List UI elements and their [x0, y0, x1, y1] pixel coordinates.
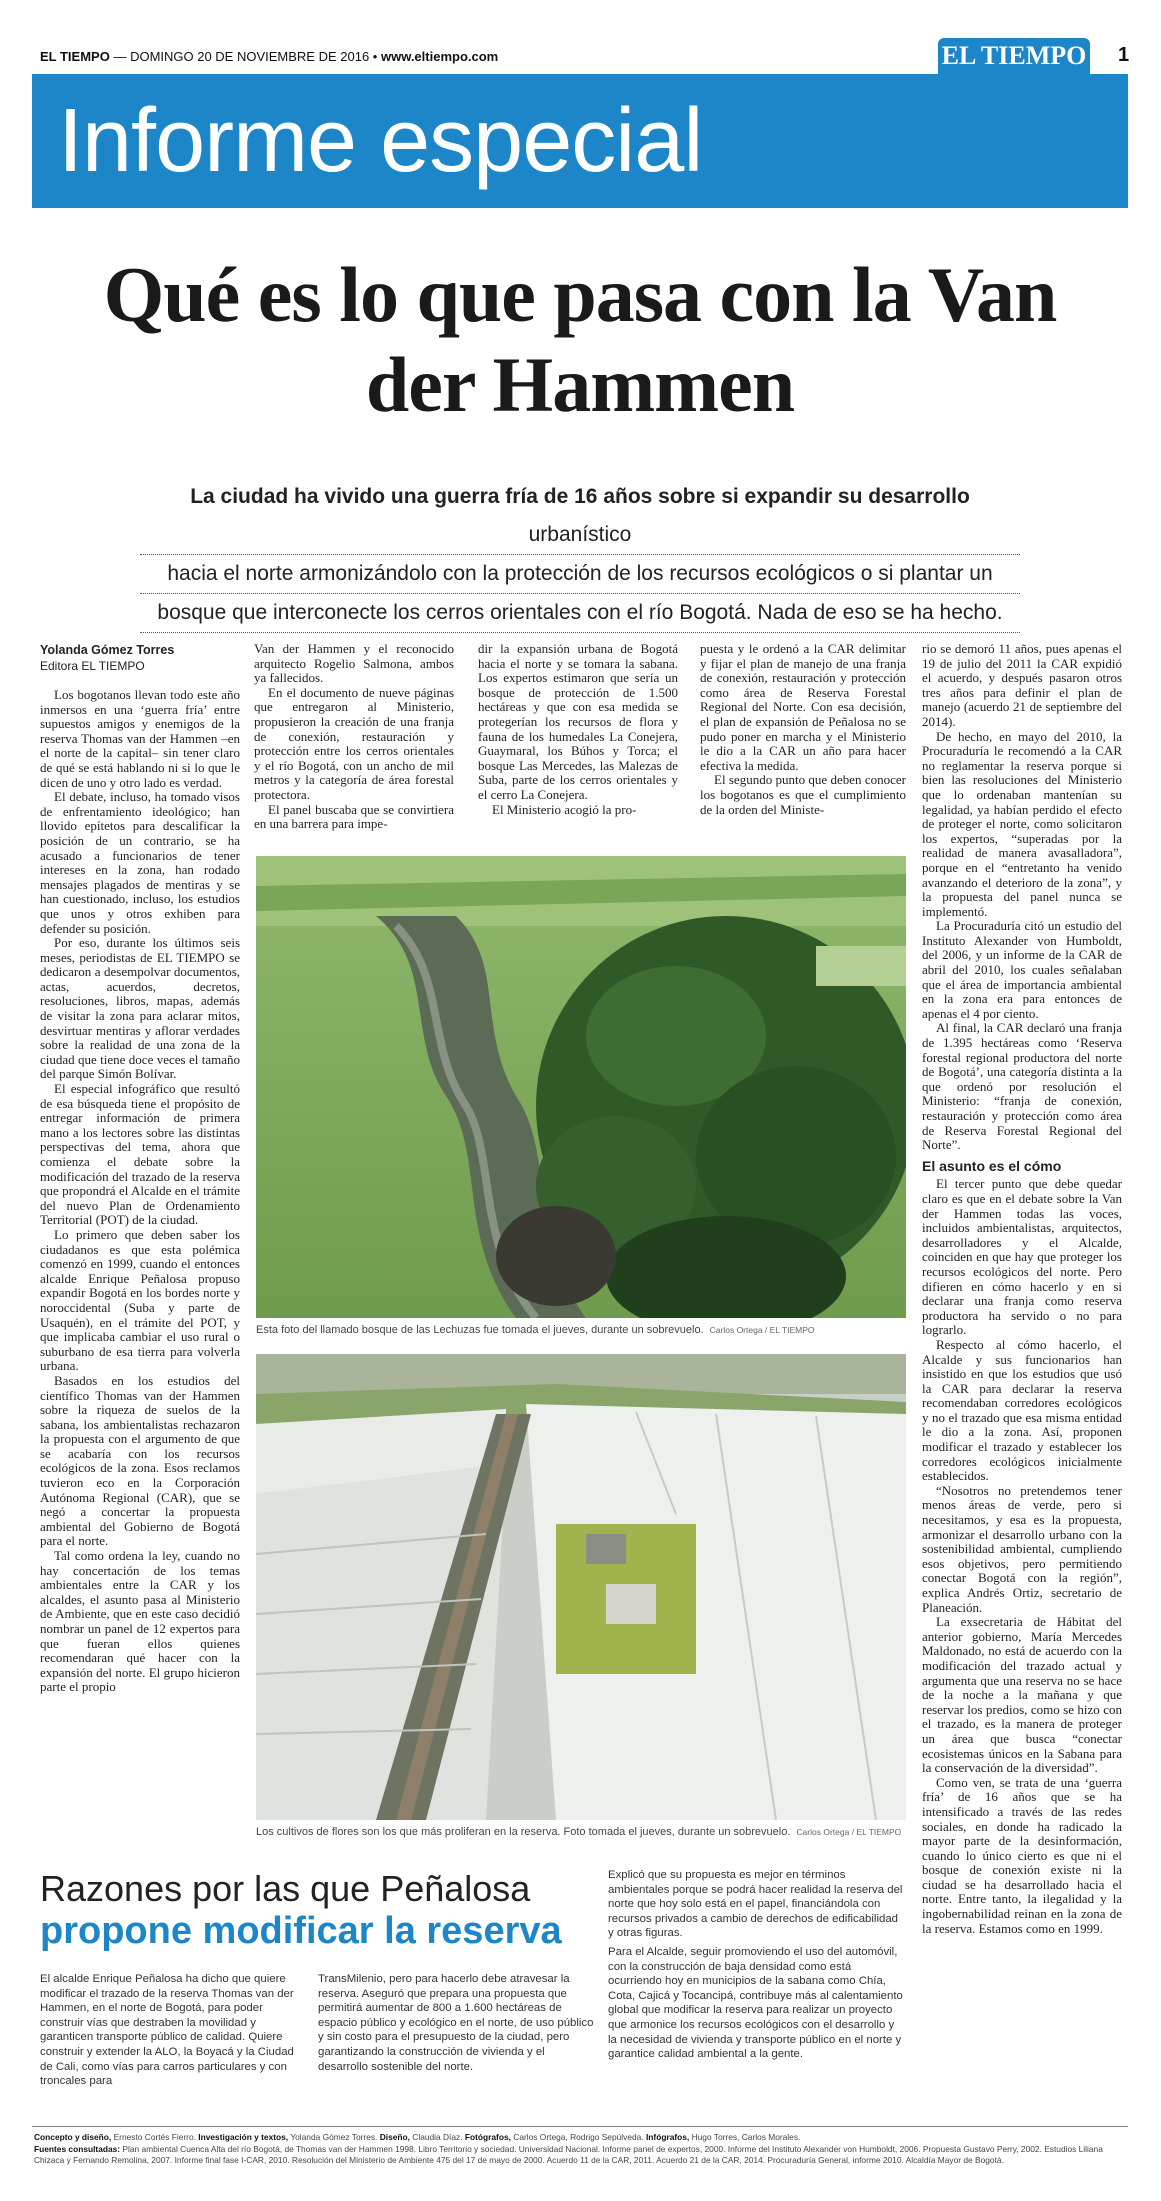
paragraph: Van der Hammen y el reconocido arquitecto Rogelio Salmona, ambos ya fallecidos. — [254, 641, 454, 686]
razones-paragraph: El alcalde Enrique Peñalosa ha dicho que quiere modificar el trazado de la reserva Thomas van der Hammen, en el norte de Bogotá, para poder construir vías que destraben la movilidad y garanticen transporte público de calidad. Quiere construir y extender la ALO, la Boyacá y la Ciudad de Cali, como vías para carros particulares y con troncales para — [40, 1973, 294, 2088]
credit-label: Concepto y diseño, — [34, 2132, 112, 2142]
paragraph: El especial infográfico que resultó de esa búsqueda tiene el propósito de entregar información de primera mano a los lectores sobre las distintas perspectivas del tema, ahora que comienza el debate sobre la modificación del trazado de la reserva que propondrá el Alcalde en el trámite del nuevo Plan de Ordenamiento Territorial (POT) de la ciudad. — [40, 1081, 240, 1228]
credit-value: Yolanda Gómez Torres. — [290, 2132, 378, 2142]
razones-paragraph: Explicó que su propuesta es mejor en términos ambientales porque se podrá hacer realidad la reserva del norte que hoy solo está en el papel, financiándola con recursos privados a cambio de derechos de edificabilidad y otras figuras. — [608, 1869, 903, 1940]
razones-subtitle: propone modificar la reserva — [40, 1910, 562, 1952]
credit-label: Fotógrafos, — [464, 2132, 511, 2142]
paragraph: Por eso, durante los últimos seis meses, periodistas de EL TIEMPO se dedicaron a desempolvar documentos, actas, acuerdos, decretos, resoluciones, libros, mapas, además de visitar la zona para aclarar mitos, desvirtuar mentiras y aflorar verdades sobre la realidad de una zona de la ciudad que tiene doce veces el tamaño del parque Simón Bolívar. — [40, 935, 240, 1082]
photo-2-credit: Carlos Ortega / EL TIEMPO — [796, 1827, 902, 1837]
paragraph: “Nosotros no pretendemos tener menos áreas de verde, pero si necesitamos, y esa es la propuesta, armonizar el desarrollo urbano con la sostenibilidad ambiental, cumpliendo esos objetivos, pero permitiendo conectar Bogotá con la región”, explica Andrés Ortiz, secretario de Planeación. — [922, 1482, 1122, 1615]
paragraph: Tal como ordena la ley, cuando no hay concertación de los temas ambientales entre la CAR y los alcaldes, el asunto pasa al Ministerio de Ambiente, que en este caso decidió nombrar un panel de 12 expertos para que fueran ellos quienes recomendaran qué hacer con la expansión del norte. El grupo hicieron parte el propio — [40, 1548, 240, 1695]
paragraph: El panel buscaba que se convirtiera en una barrera para impe- — [254, 801, 454, 832]
razones-column-3 — [608, 1868, 904, 2066]
forest-photo-image — [256, 856, 906, 1318]
paragraph: Los bogotanos llevan todo este año inmersos en una ‘guerra fría’ entre supuestos amigos y enemigos de la reserva Thomas van der Hammen –en el norte de la capital– sin tener claro de qué se está hablando ni si lo que le dicen de uno y otro lado es verdad. — [40, 687, 240, 790]
razones-paragraph: Para el Alcalde, seguir promoviendo el uso del automóvil, con la construcción de baja densidad como está ocurriendo hoy en municipios de la sabana como Chía, Cota, Cajicá y Tocancipá, contribuye más al calentamiento global que modificar la reserva para realizar un proyecto que armonice los recursos ecológicos con el desarrollo y la necesidad de vivienda y transporte público en el norte y garantice calidad ambiental a la gente. — [608, 1945, 903, 2061]
article-column-5 — [922, 642, 1122, 1936]
paper-name: EL TIEMPO — [40, 49, 110, 64]
photo-2-caption-text: Los cultivos de flores son los que más proliferan en la reserva. Foto tomada el jueves, durante un sobrevuelo. — [256, 1826, 791, 1838]
photo-1-caption — [256, 1324, 815, 1336]
paragraph: Como ven, se trata de una ‘guerra fría’ de 16 años que se ha intensificado a través de las redes sociales, en donde ha radicado la mayor parte de la desinformación, cuando lo único cierto es que ni el bosque de conexión existe ni la ciudad se ha desarrollado hacia el norte. Entre tanto, la ilegalidad y la ingobernabilidad reinan en la zona de la reserva. Estamos como en 1999. — [922, 1774, 1122, 1936]
masthead-line: EL TIEMPO — DOMINGO 20 DE NOVIEMBRE DE 2016 • www.eltiempo.com — [40, 49, 499, 64]
paragraph: Al final, la CAR declaró una franja de 1.395 hectáreas como ‘Reserva forestal regional productora del norte de Bogotá’, una categoría distinta a la que ordenó por resolución el Ministerio: “franja de conexión, restauración y protección como área de Reserva Forestal Regional del Norte”. — [922, 1020, 1122, 1153]
section-title: Informe especial — [58, 91, 703, 191]
paragraph: En el documento de nueve páginas que entregaron al Ministerio, propusieron la creación de una franja de conexión, restauración y protección entre los cerros orientales y el río Bogotá, con un ancho de mil metros y la categoría de área forestal protectora. — [254, 684, 454, 802]
deck-line-2: hacia el norte armonizándolo con la protección de los recursos ecológicos o si plantar un — [140, 555, 1020, 594]
paragraph: La Procuraduría citó un estudio del Instituto Alexander von Humboldt, del 2006, y un informe de la CAR de abril del 2010, los cuales señalaban que el área de importancia ambiental en la zona era para entonces de apenas el 4 por ciento. — [922, 918, 1122, 1021]
byline-author: Yolanda Gómez Torres — [40, 643, 175, 657]
paragraph: puesta y le ordenó a la CAR delimitar y fijar el plan de manejo de una franja de conexión, restauración y protección como área de Reserva Forestal Regional del Norte. Con esa decisión, el plan de expansión de Peñalosa no se pudo poner en marcha y el Ministerio le dio a la CAR un año para hacer efectiva la medida. — [700, 641, 906, 773]
credit-label: Diseño, — [379, 2132, 410, 2142]
photo-2-caption — [256, 1826, 901, 1838]
byline-role: Editora EL TIEMPO — [40, 659, 145, 673]
credit-value: Ernesto Cortés Fierro. — [113, 2132, 196, 2142]
site-link[interactable]: www.eltiempo.com — [380, 49, 499, 64]
article-column-1 — [40, 642, 240, 1695]
deck-bold: La ciudad ha vivido una guerra fría de 16 años sobre si expandir su desarrollo — [190, 485, 970, 508]
aerial-forest-photo — [256, 856, 906, 1318]
razones-column-1 — [40, 1972, 308, 2093]
credits — [34, 2132, 1124, 2167]
razones-title: Razones por las que Peñalosa — [40, 1868, 531, 1909]
byline — [40, 642, 240, 674]
credit-label: Investigación y textos, — [198, 2132, 289, 2142]
paragraph: El debate, incluso, ha tomado visos de enfrentamiento ideológico; han llovido epítetos para descalificar la posición de un contrario, se ha acusado a funcionarios de tener intereses en la zona, han rodado mensajes plagados de mentiras y se han cuestionado, incluso, los estudios que unos y otros exhiben para defender su posición. — [40, 789, 240, 936]
issue-date: DOMINGO 20 DE NOVIEMBRE DE 2016 — [130, 49, 370, 64]
sources-text: Plan ambiental Cuenca Alta del río Bogotá, de Thomas van der Hammen 1998. Libro Territorio y sociedad. Universidad Nacional. Informe panel de expertos, 2000. Informe del Instituto Alexander von Humboldt, 2006. Propuesta Gustavo Perry, 2002. Estudios Liliana Chizaca y Fernando Remolina, 2007. Informe final fase I-CAR, 2010. Resolución del Ministerio de Ambiente 475 del 17 de mayo de 2000. Acuerdo 11 de la CAR, 2011. Acuerdo 21 de la CAR, 2014. Procuraduría General, informe 2010. Alcaldía Mayor de Bogotá. — [34, 2143, 1103, 2165]
credits-divider — [32, 2126, 1128, 2127]
article-column-2 — [254, 642, 454, 832]
credit-value: Carlos Ortega, Rodrigo Sepúlveda. — [513, 2132, 644, 2142]
razones-column-2 — [318, 1972, 594, 2078]
credit-value: Hugo Torres, Carlos Morales. — [691, 2132, 801, 2142]
sources-label: Fuentes consultadas: — [34, 2143, 121, 2154]
deck-line-1 — [140, 478, 1020, 555]
paragraph: La exsecretaria de Hábitat del anterior gobierno, María Mercedes Maldonado, no está de acuerdo con la modificación del trazado actual y argumenta que una reserva no se hace de la noche a la mañana y que reservar los predios, como se hizo con el trazado, es la manera de proteger un área que busca “conectar ecosistemas únicos en la Sabana para la conservación de la diversidad”. — [922, 1614, 1122, 1776]
page-number: 1 — [1118, 44, 1130, 66]
photo-1-caption-text: Esta foto del llamado bosque de las Lechuzas fue tomada el jueves, durante un sobrevuelo. — [256, 1324, 704, 1336]
deck-line-3: bosque que interconecte los cerros orientales con el río Bogotá. Nada de eso se ha hecho. — [140, 594, 1020, 633]
paragraph: rio se demoró 11 años, pues apenas el 19 de julio del 2011 la CAR expidió el acuerdo, y después pasaron otros tres años para definir el plan de manejo (acuerdo 21 de septiembre del 2014). — [922, 641, 1122, 729]
headline: Qué es lo que pasa con la Van der Hammen — [103, 251, 1057, 428]
article-column-4 — [700, 642, 906, 817]
paragraph: El tercer punto que debe quedar claro es que en el debate sobre la Van der Hammen todas las voces, incluidos ambientalistas, arquitectos, desarrolladores y el Alcalde, coinciden en que hay que proteger los recursos ecológicos del norte. Pero difieren en cómo hacerlo y en si declarar una franja como reserva productora ha servido o no para lograrlo. — [922, 1176, 1122, 1338]
credit-value: Claudia Díaz. — [412, 2132, 463, 2142]
deck-line-1-rest: urbanístico — [528, 523, 632, 546]
subhead: El asunto es el cómo — [922, 1157, 1062, 1174]
paragraph: Respecto al cómo hacerlo, el Alcalde y sus funcionarios han insistido en que los estudios que usó la CAR para declarar la reserva recomendaban corredores ecológicos y no el trazado que esa misma entidad le dio a la zona. Así, proponen modificar el trazado y establecer los corredores ecológicos inicialmente establecidos. — [922, 1336, 1122, 1484]
razones-paragraph: TransMilenio, pero para hacerlo debe atravesar la reserva. Aseguró que prepara una propuesta que permitirá aumentar de 800 a 1.600 hectáreas de espacio público y ecológico en el norte, de uso público y sin costo para el presupuesto de la ciudad, pero garantizando la construcción de vivienda y el desarrollo sostenible del norte. — [318, 1973, 594, 2073]
article-column-3 — [478, 642, 678, 817]
greenhouses-photo-image — [256, 1354, 906, 1820]
paragraph: De hecho, en mayo del 2010, la Procuraduría le recomendó a la CAR no reglamentar la reserva porque si bien las resoluciones del Ministerio que lo ordenaban mantenían su legalidad, ya habían perdido el efecto de proteger el norte, como solicitaron los expertos, “superadas por la realidad de manera avasalladora”, porque en el “entretanto ha venido avanzando el deterioro de la zona”, y la propuesta del panel nunca se implementó. — [922, 728, 1122, 919]
deck — [110, 478, 1050, 633]
paragraph: El Ministerio acogió la pro- — [492, 801, 637, 817]
paragraph: Lo primero que deben saber los ciudadanos es que esta polémica comenzó en 1999, cuando el entonces alcalde Enrique Peñalosa propuso expandir Bogotá en los bordes norte y noroccidental (Suba y parte de Usaquén), en el trámite del POT, y que implicaba cambiar el uso rural o suburbano de esa tierra para volverla urbana. — [40, 1226, 240, 1374]
credit-label: Infógrafos, — [645, 2132, 690, 2142]
paragraph: Basados en los estudios del científico Thomas van der Hammen sobre la riqueza de suelos de la sabana, los ambientalistas rechazaron la propuesta con el argumento de que se acabaría con los recursos ecológicos de la zona. Esos reclamos tuvieron eco en la Corporación Autónoma Regional (CAR), que se negó a concertar la propuesta ambiental del Gobierno de Bogotá para el norte. — [40, 1372, 240, 1549]
paragraph: El segundo punto que deben conocer los bogotanos es que el cumplimiento de la orden del Ministe- — [700, 772, 906, 817]
greenhouses-photo — [256, 1354, 906, 1820]
photo-1-credit: Carlos Ortega / EL TIEMPO — [709, 1325, 815, 1335]
brand-tab: EL TIEMPO — [938, 38, 1090, 74]
paragraph: dir la expansión urbana de Bogotá hacia el norte y se tomara la sabana. Los expertos estimaron que sería un bosque de protección de 1.500 hectáreas y que con esa medida se protegerían los recursos de flora y fauna de los humedales La Conejera, Guaymaral, los Búhos y Torca; el bosque Las Mercedes, las Malezas de Suba, parte de los cerros orientales y el cerro La Conejera. — [478, 641, 678, 802]
